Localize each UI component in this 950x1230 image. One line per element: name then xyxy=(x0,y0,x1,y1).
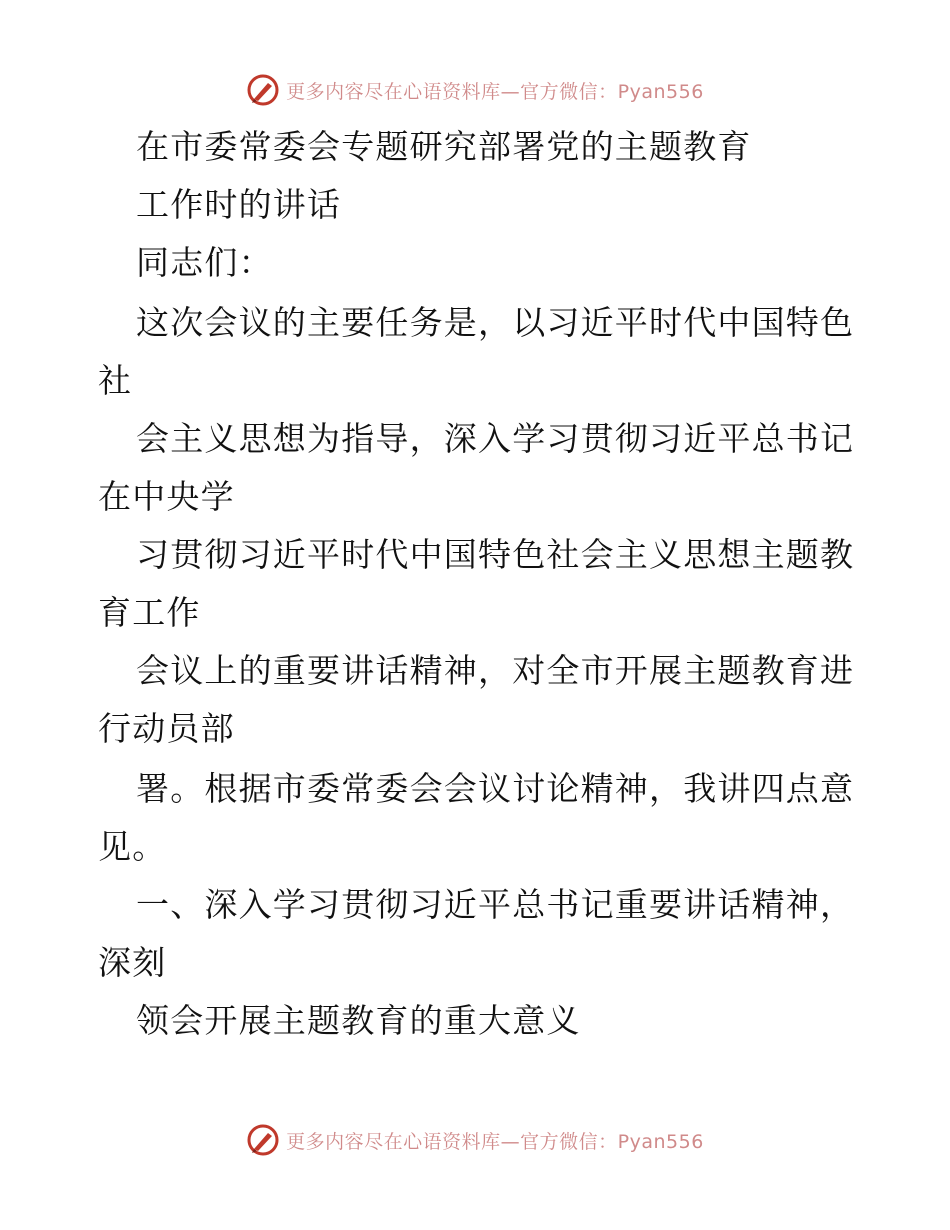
doc-title-line-2: 工作时的讲话 xyxy=(136,185,342,224)
watermark-text: 更多内容尽在心语资料库—官方微信：Pyan556 xyxy=(286,1130,704,1153)
paragraph-line: 署。根据市委常委会会议讨论精神，我讲四点意 xyxy=(136,769,855,808)
watermark-text: 更多内容尽在心语资料库—官方微信：Pyan556 xyxy=(286,80,704,103)
watermark-footer xyxy=(0,1120,950,1160)
paragraph-line: 社 xyxy=(98,361,133,400)
paragraph-line: 会主义思想为指导，深入学习贯彻习近平总书记 xyxy=(136,419,855,458)
salutation: 同志们： xyxy=(136,243,273,282)
watermark-header xyxy=(0,70,950,110)
paragraph-line: 在中央学 xyxy=(98,477,235,516)
paragraph-line: 育工作 xyxy=(98,593,201,632)
paragraph-line: 见。 xyxy=(98,827,167,866)
section-heading-line: 深刻 xyxy=(98,943,167,982)
section-heading-line: 一、深入学习贯彻习近平总书记重要讲话精神， xyxy=(136,885,855,924)
paragraph-line: 行动员部 xyxy=(98,709,235,748)
pen-logo-icon xyxy=(246,1123,280,1157)
paragraph-line: 这次会议的主要任务是，以习近平时代中国特色 xyxy=(136,303,855,342)
section-heading-line: 领会开展主题教育的重大意义 xyxy=(136,1001,581,1040)
doc-title-line-1: 在市委常委会专题研究部署党的主题教育 xyxy=(136,127,752,166)
pen-logo-icon xyxy=(246,73,280,107)
paragraph-line: 习贯彻习近平时代中国特色社会主义思想主题教 xyxy=(136,535,855,574)
paragraph-line: 会议上的重要讲话精神，对全市开展主题教育进 xyxy=(136,651,855,690)
